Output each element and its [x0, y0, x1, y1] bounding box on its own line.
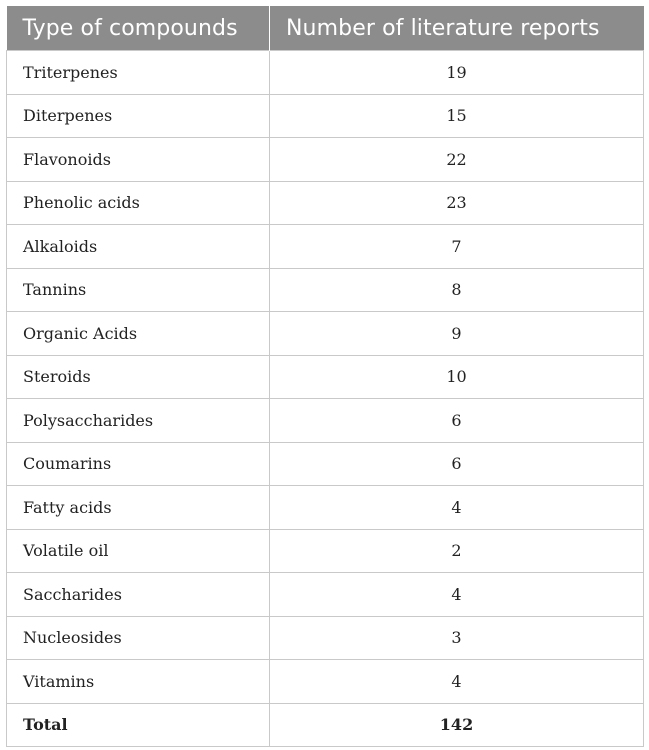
- header-type-of-compounds: Type of compounds: [7, 6, 270, 51]
- header-number-of-reports: Number of literature reports: [270, 6, 644, 51]
- compound-type-cell: Nucleosides: [7, 616, 270, 660]
- report-count-cell: 3: [270, 616, 644, 660]
- report-count-cell: 6: [270, 442, 644, 486]
- compound-type-cell: Organic Acids: [7, 312, 270, 356]
- table-row: [7, 616, 644, 660]
- table-row: [7, 51, 644, 95]
- report-count-cell: 4: [270, 660, 644, 704]
- table-row: [7, 225, 644, 269]
- report-count-cell: 23: [270, 181, 644, 225]
- report-count-cell: 19: [270, 51, 644, 95]
- table-row: [7, 529, 644, 573]
- table-row: [7, 399, 644, 443]
- report-count-cell: 8: [270, 268, 644, 312]
- compound-type-cell: Coumarins: [7, 442, 270, 486]
- compound-type-cell: Saccharides: [7, 573, 270, 617]
- table-row: [7, 355, 644, 399]
- table-row: [7, 312, 644, 356]
- compound-type-cell: Polysaccharides: [7, 399, 270, 443]
- table-row: [7, 268, 644, 312]
- total-row: [7, 703, 644, 747]
- table-row: [7, 138, 644, 182]
- report-count-cell: 15: [270, 94, 644, 138]
- table-row: [7, 442, 644, 486]
- compounds-table: [6, 6, 644, 747]
- table-header-row: [7, 6, 644, 51]
- report-count-cell: 6: [270, 399, 644, 443]
- table-row: [7, 94, 644, 138]
- compound-type-cell: Vitamins: [7, 660, 270, 704]
- compound-type-cell: Flavonoids: [7, 138, 270, 182]
- report-count-cell: 22: [270, 138, 644, 182]
- total-count-cell: 142: [270, 703, 644, 747]
- table-row: [7, 486, 644, 530]
- report-count-cell: 10: [270, 355, 644, 399]
- report-count-cell: 9: [270, 312, 644, 356]
- report-count-cell: 7: [270, 225, 644, 269]
- compound-type-cell: Triterpenes: [7, 51, 270, 95]
- table-row: [7, 660, 644, 704]
- compound-type-cell: Steroids: [7, 355, 270, 399]
- compounds-table-container: [6, 6, 643, 747]
- compound-type-cell: Tannins: [7, 268, 270, 312]
- table-row: [7, 573, 644, 617]
- compound-type-cell: Alkaloids: [7, 225, 270, 269]
- compound-type-cell: Phenolic acids: [7, 181, 270, 225]
- compound-type-cell: Diterpenes: [7, 94, 270, 138]
- report-count-cell: 4: [270, 573, 644, 617]
- report-count-cell: 2: [270, 529, 644, 573]
- table-row: [7, 181, 644, 225]
- compound-type-cell: Fatty acids: [7, 486, 270, 530]
- total-label-cell: Total: [7, 703, 270, 747]
- report-count-cell: 4: [270, 486, 644, 530]
- compound-type-cell: Volatile oil: [7, 529, 270, 573]
